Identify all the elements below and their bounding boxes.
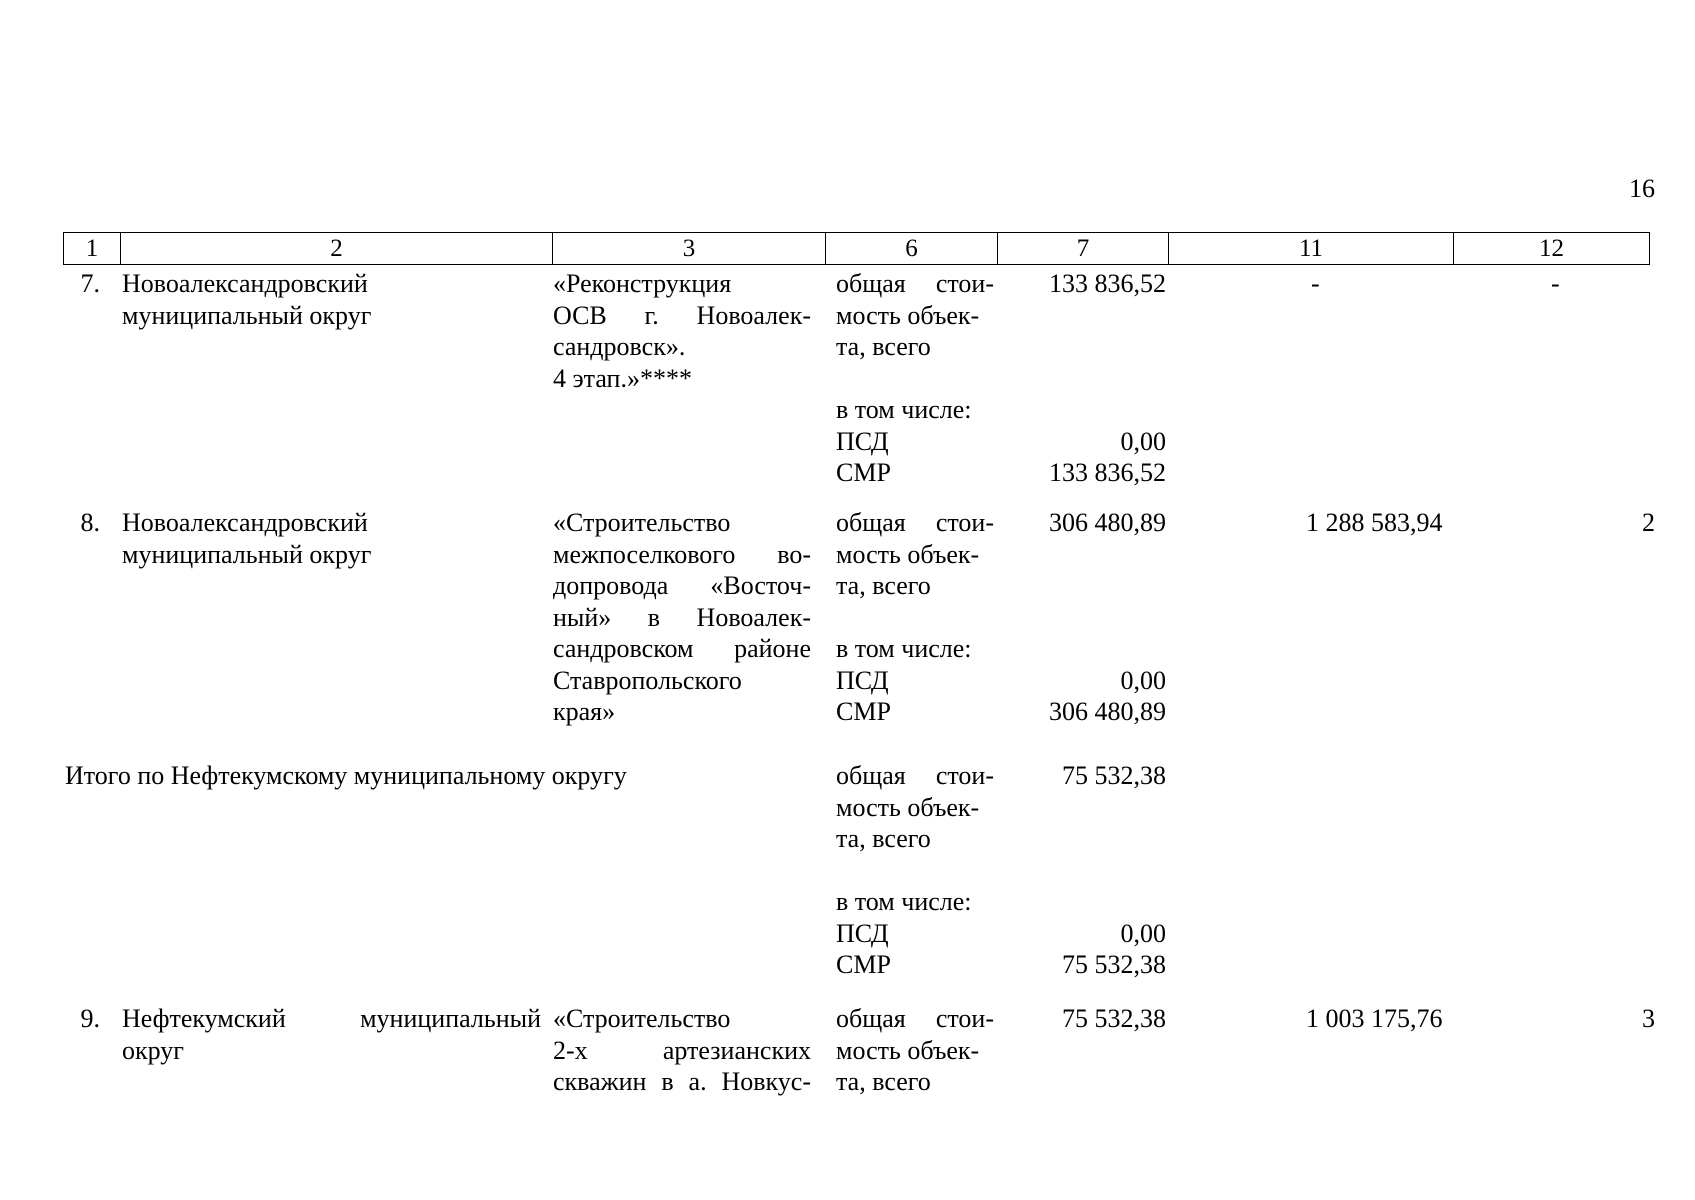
header-col-2: 2 — [121, 233, 553, 264]
sub-label: в том числе: — [836, 887, 972, 916]
col11-value: - — [1311, 269, 1320, 298]
district-word: муниципальный — [360, 1004, 541, 1033]
cost-line: общая стои- — [836, 269, 994, 298]
cost-line: общая стои- — [836, 508, 994, 537]
psd-value: 0,00 — [1120, 426, 1166, 456]
subtotal-label: Итого по Нефтекумскому муниципальному округу — [65, 761, 627, 790]
cost-line: та, всего — [836, 332, 931, 361]
object-line: края» — [553, 697, 616, 726]
header-col-12: 12 — [1539, 235, 1564, 262]
total-value: 133 836,52 — [1049, 269, 1166, 298]
cost-line: мость объек- — [836, 1035, 980, 1065]
object-line: 2-х артезианских — [553, 1035, 811, 1065]
district-line: муниципальный округ — [122, 300, 372, 330]
cost-line: общая стои- — [836, 761, 994, 790]
psd-value: 0,00 — [1120, 665, 1166, 695]
header-col-1: 1 — [64, 233, 121, 264]
psd-label: ПСД — [836, 426, 889, 456]
col11-value: 1 003 175,76 — [1306, 1004, 1443, 1033]
smr-value: 306 480,89 — [1049, 697, 1166, 726]
col12-value: 3 — [1642, 1004, 1655, 1033]
district-line: Новоалександровский — [122, 269, 368, 298]
cost-line: мость объек- — [836, 300, 980, 330]
total-value: 75 532,38 — [1062, 761, 1166, 790]
district-line — [122, 1003, 541, 1035]
sub-label: в том числе: — [836, 634, 972, 663]
psd-label: ПСД — [836, 665, 889, 695]
smr-value: 133 836,52 — [1049, 458, 1166, 487]
object-line: сандровском районе — [553, 634, 811, 663]
row-number: 8. — [80, 508, 100, 537]
smr-label: СМР — [836, 697, 891, 726]
total-value: 75 532,38 — [1062, 1004, 1166, 1033]
table-header — [63, 232, 1650, 265]
page-number: 16 — [1629, 174, 1655, 203]
object-line: допровода «Восточ- — [553, 571, 811, 600]
col12-value: - — [1551, 269, 1560, 298]
object-line: скважин в а. Новкус- — [553, 1067, 811, 1096]
cost-line: мость объек- — [836, 539, 980, 569]
psd-value: 0,00 — [1120, 918, 1166, 948]
cost-line: общая стои- — [836, 1004, 994, 1033]
object-line: сандровск». — [553, 332, 686, 361]
cost-line: мость объек- — [836, 792, 980, 822]
district-line: Новоалександровский — [122, 508, 368, 537]
smr-value: 75 532,38 — [1062, 950, 1166, 979]
header-col-6: 6 — [826, 233, 998, 264]
header-col-3: 3 — [553, 233, 826, 264]
row-number: 7. — [80, 269, 100, 298]
district-line: округ — [122, 1035, 184, 1065]
psd-label: ПСД — [836, 918, 889, 948]
cost-line: та, всего — [836, 824, 931, 853]
col11-value: 1 288 583,94 — [1306, 508, 1443, 537]
sub-label: в том числе: — [836, 395, 972, 424]
header-col-11: 11 — [1169, 233, 1454, 264]
smr-label: СМР — [836, 458, 891, 487]
col12-value: 2 — [1642, 508, 1655, 537]
cost-line: та, всего — [836, 571, 931, 600]
total-value: 306 480,89 — [1049, 508, 1166, 537]
object-line: межпоселкового во- — [553, 539, 811, 569]
object-line: «Строительство — [553, 1004, 731, 1033]
district-line: муниципальный округ — [122, 539, 372, 569]
smr-label: СМР — [836, 950, 891, 979]
object-line: «Реконструкция — [553, 269, 732, 298]
header-col-7: 7 — [998, 233, 1169, 264]
row-number: 9. — [80, 1004, 100, 1033]
object-line: «Строительство — [553, 508, 731, 537]
object-line: 4 этап.»**** — [553, 363, 692, 393]
cost-line: та, всего — [836, 1067, 931, 1096]
object-line: ный» в Новоалек- — [553, 602, 811, 632]
object-line: ОСВ г. Новоалек- — [553, 300, 811, 330]
district-word: Нефтекумский — [122, 1004, 286, 1033]
object-line: Ставропольского — [553, 665, 742, 695]
